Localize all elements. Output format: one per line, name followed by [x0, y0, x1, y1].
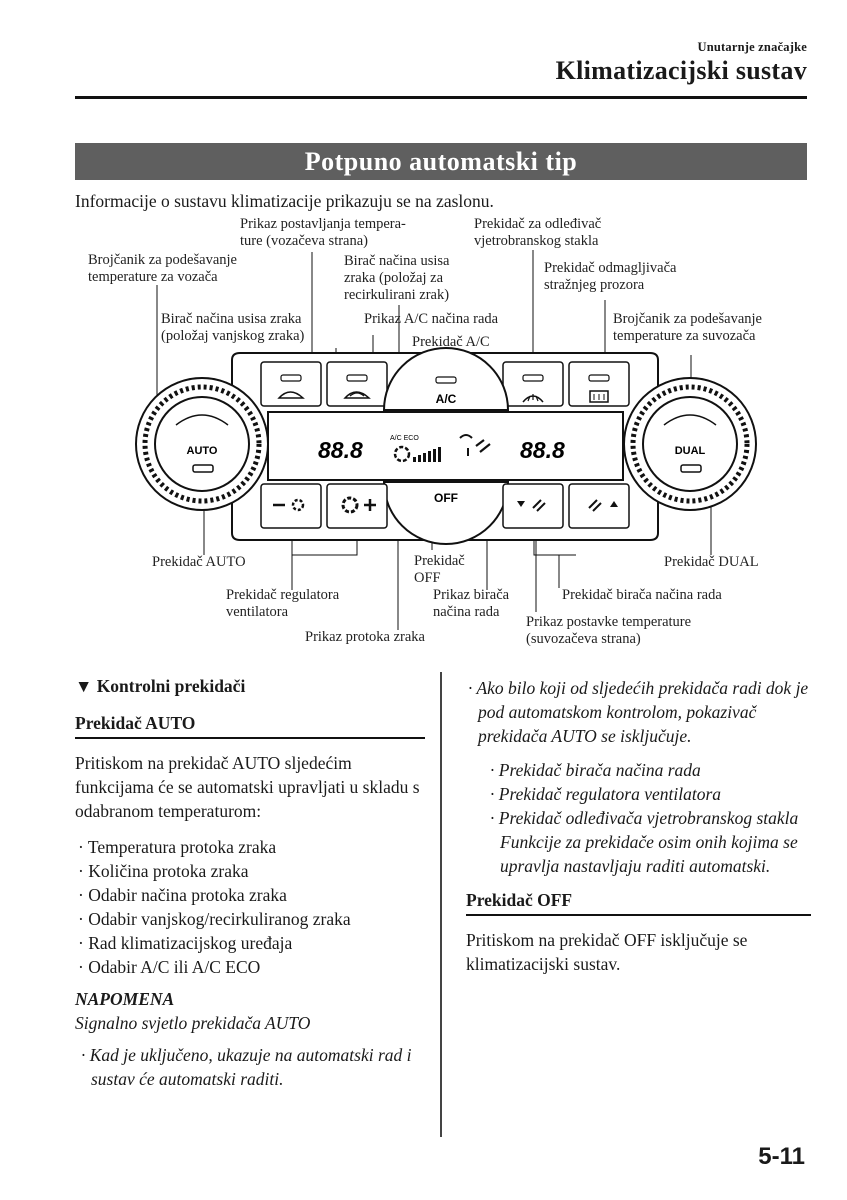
auto-heading-rule — [75, 737, 425, 739]
chapter-title: Klimatizacijski sustav — [555, 56, 807, 85]
cancel-note: · Ako bilo koji od sljedećih prekidača radi dok je pod automatskom kontrolom, pokazivač prekidača AUTO se isključuje. — [468, 678, 809, 746]
list-item: · Odabir A/C ili A/C ECO — [78, 955, 425, 979]
list-item: · Rad klimatizacijskog uređaja — [78, 931, 425, 955]
dual-button-label: DUAL — [674, 445, 706, 457]
auto-controlled-functions-list — [75, 835, 425, 979]
label-driver-temp-display: Prikaz postavljanja tempera- ture (vozačeva strana) — [240, 216, 406, 249]
list-item: · Odabir načina protoka zraka — [78, 883, 425, 907]
auto-switch-paragraph: Pritiskom na prekidač AUTO sljedećim funkcijama će se automatski upravljati u skladu s odabranom temperaturom: — [75, 752, 420, 821]
ac-eco-indicator: A/C ECO — [390, 435, 419, 442]
dual-indicator-light — [681, 465, 701, 472]
cancel-switch-list — [466, 758, 811, 830]
ac-button-label: A/C — [435, 392, 457, 406]
label-dual-switch: Prekidač DUAL — [664, 554, 759, 570]
label-driver-temp-dial: Brojčanik za podešavanje temperature za vozača — [88, 252, 237, 285]
label-auto-switch: Prekidač AUTO — [152, 554, 246, 570]
label-rear-defogger: Prekidač odmagljivača stražnjeg prozora — [544, 260, 677, 293]
label-windshield-defroster: Prekidač za odleđivač vjetrobranskog stakla — [474, 216, 602, 249]
section-name: Unutarnje značajke — [697, 40, 807, 54]
list-item: · Odabir vanjskog/recirkuliranog zraka — [78, 907, 425, 931]
note-heading: NAPOMENA — [75, 988, 175, 1009]
column-divider — [440, 672, 442, 1137]
label-ac-mode-display: Prikaz A/C načina rada — [364, 311, 499, 327]
fan-increase-button[interactable] — [327, 484, 387, 528]
label-passenger-temp-display: Prikaz postavke temperature (suvozačeva strana) — [526, 614, 692, 647]
mode-down-button[interactable] — [503, 484, 563, 528]
windshield-defroster-button[interactable] — [503, 362, 563, 406]
auto-switch-heading: Prekidač AUTO — [75, 713, 196, 733]
label-ac-switch: Prekidač A/C — [412, 334, 490, 350]
note-line: Signalno svjetlo prekidača AUTO — [75, 1012, 311, 1033]
off-button-label: OFF — [434, 491, 458, 505]
rear-defogger-button[interactable] — [569, 362, 629, 406]
label-recirc-display: Birač načina usisa zraka (položaj za recirkulirani zrak) — [344, 253, 450, 303]
label-off-switch: Prekidač OFF — [414, 553, 465, 586]
fan-decrease-button[interactable] — [261, 484, 321, 528]
list-item: · Temperatura protoka zraka — [78, 835, 425, 859]
label-outside-air-selector: Birač načina usisa zraka (položaj vanjskog zraka) — [161, 311, 305, 344]
off-switch-heading: Prekidač OFF — [466, 890, 573, 910]
outside-air-button[interactable] — [261, 362, 321, 406]
list-item: · Prekidač odleđivača vjetrobranskog stakla — [490, 806, 811, 830]
passenger-temperature-dial[interactable] — [624, 378, 756, 510]
note-bullet: · Kad je uključeno, ukazuje na automatski rad i sustav će automatski raditi. — [81, 1044, 412, 1089]
cancel-note-text: Ako bilo koji od sljedećih prekidača radi dok je pod automatskom kontrolom, pokazivač prekidača AUTO se isključuje. — [476, 678, 809, 746]
right-column — [466, 676, 811, 976]
label-mode-selector-switch: Prekidač birača načina rada — [562, 587, 722, 603]
driver-temperature-dial[interactable] — [136, 378, 268, 510]
recirculation-button[interactable] — [327, 362, 387, 406]
auto-button-label: AUTO — [186, 445, 218, 457]
passenger-temperature-display: 88.8 — [520, 437, 565, 463]
list-item: · Količina protoka zraka — [78, 859, 425, 883]
label-passenger-temp-dial: Brojčanik za podešavanje temperature za suvozača — [613, 311, 762, 344]
off-switch-paragraph: Pritiskom na prekidač OFF isključuje se klimatizacijski sustav. — [466, 929, 748, 974]
off-heading-rule — [466, 914, 811, 916]
controls-section-heading: ▼ Kontrolni prekidači — [75, 676, 246, 696]
label-fan-control-switch: Prekidač regulatora ventilatora — [226, 587, 340, 620]
page-number: 5-11 — [758, 1143, 805, 1170]
intro-text: Informacije o sustavu klimatizacije prikazuju se na zaslonu. — [75, 191, 494, 211]
cancel-followup: Funkcije za prekidače osim onih kojima se upravlja nastavljaju raditi automatski. — [500, 832, 798, 876]
label-airflow-display: Prikaz protoka zraka — [305, 629, 425, 645]
driver-temperature-display: 88.8 — [318, 437, 363, 463]
note-bullet-text: Kad je uključeno, ukazuje na automatski rad i sustav će automatski raditi. — [89, 1044, 412, 1089]
section-banner: Potpuno automatski tip — [75, 143, 807, 180]
auto-indicator-light — [193, 465, 213, 472]
left-column — [75, 676, 425, 1091]
list-item: · Prekidač regulatora ventilatora — [490, 782, 811, 806]
list-item: · Prekidač birača načina rada — [490, 758, 811, 782]
label-mode-display: Prikaz birača načina rada — [433, 587, 510, 620]
mode-up-button[interactable] — [569, 484, 629, 528]
